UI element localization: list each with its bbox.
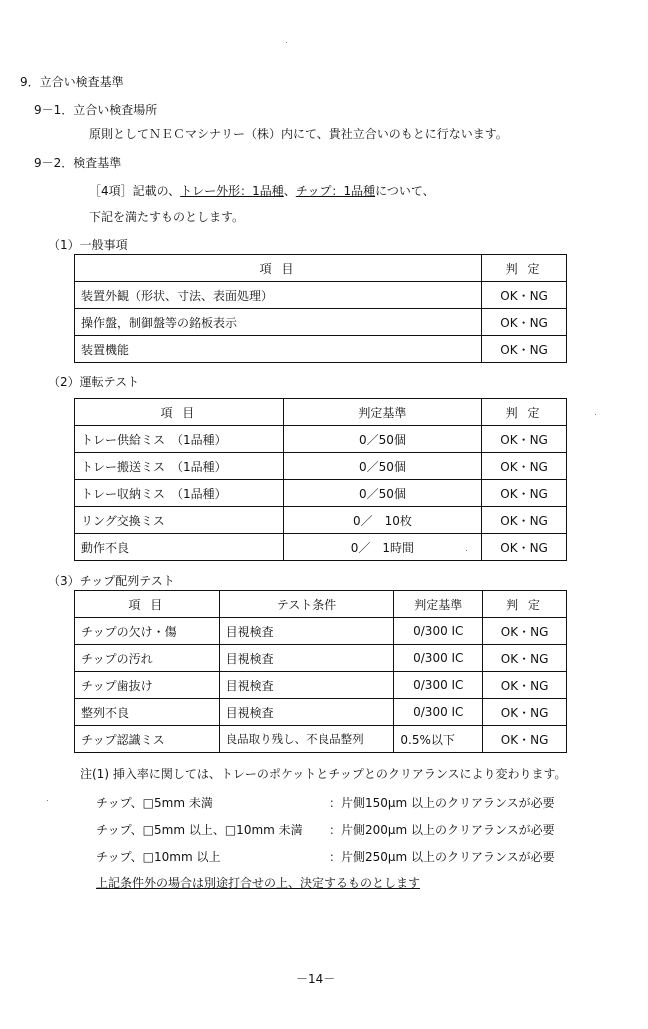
row-criteria: 0.5%以下: [394, 726, 483, 753]
operation-table: [74, 398, 567, 561]
note-item-requirement: ：片側200μm 以上のクリアランスが必要: [329, 823, 555, 837]
row-criteria: 0／50個: [283, 480, 481, 507]
row-item: 動作不良: [75, 534, 284, 561]
row-judgement: OK・NG: [483, 726, 567, 753]
table-row: [75, 726, 567, 753]
general-title: （1）一般事項: [48, 238, 128, 252]
row-condition: 目視検査: [219, 618, 394, 645]
row-condition: 良品取り残し、不良品整列: [219, 726, 394, 753]
section-9-2-line1: [89, 182, 435, 199]
scan-speck: [47, 800, 48, 801]
table-header-row: [75, 591, 567, 618]
row-criteria: 0／50個: [283, 426, 481, 453]
operation-title: （2）運転テスト: [48, 375, 140, 389]
row-condition: 目視検査: [219, 645, 394, 672]
note-intro: 注(1) 挿入率に関しては、トレーのポケットとチップとのクリアランスにより変わります。: [80, 767, 567, 781]
table-row: [75, 507, 567, 534]
row-judgement: OK・NG: [483, 645, 567, 672]
row-condition: 目視検査: [219, 672, 394, 699]
row-judgement: OK・NG: [483, 699, 567, 726]
chip-table: [74, 590, 567, 753]
header-judgement: 判 定: [482, 255, 567, 282]
row-item: 操作盤，制御盤等の銘板表示: [75, 309, 482, 336]
table-row: [75, 336, 567, 363]
section-9-1-text: 原則としてＮＥＣマシナリー（株）内にて、貴社立合いのもとに行ないます。: [89, 127, 508, 141]
row-judgement: OK・NG: [483, 618, 567, 645]
row-criteria: 0/300 IC: [394, 699, 483, 726]
note-item-requirement: ：片側150μm 以上のクリアランスが必要: [329, 796, 555, 810]
section-9-2-line2: 下記を満たすものとします。: [89, 210, 245, 224]
table-row: [75, 309, 567, 336]
row-judgement: OK・NG: [482, 534, 567, 561]
row-judgement: OK・NG: [482, 426, 567, 453]
scan-speck: [286, 42, 287, 43]
header-criteria: 判定基準: [283, 399, 481, 426]
table-row: [75, 672, 567, 699]
header-item: 項 目: [75, 591, 220, 618]
section-9-1-title: 9－1．立合い検査場所: [34, 103, 158, 117]
general-table: [74, 254, 567, 363]
header-judgement: 判 定: [482, 399, 567, 426]
header-condition: テスト条件: [219, 591, 394, 618]
tray-type-underlined: トレー外形：1品種: [180, 184, 284, 198]
row-item: チップ歯抜け: [75, 672, 220, 699]
line1-part-a: ［4項］記載の、: [89, 184, 181, 198]
row-item: チップ認識ミス: [75, 726, 220, 753]
row-item: 整列不良: [75, 699, 220, 726]
table-row: [75, 618, 567, 645]
chip-title: （3）チップ配列テスト: [48, 574, 175, 588]
table-row: [75, 426, 567, 453]
row-judgement: OK・NG: [482, 453, 567, 480]
line1-part-e: について、: [375, 184, 435, 198]
row-criteria: 0/300 IC: [394, 618, 483, 645]
row-item: トレー供給ミス （1品種）: [75, 426, 284, 453]
table-row: [75, 699, 567, 726]
note-item-requirement: ：片側250μm 以上のクリアランスが必要: [329, 850, 555, 864]
row-judgement: OK・NG: [482, 507, 567, 534]
row-criteria: 0／ 10枚: [283, 507, 481, 534]
row-item: チップの汚れ: [75, 645, 220, 672]
row-criteria: 0/300 IC: [394, 672, 483, 699]
row-judgement: OK・NG: [482, 480, 567, 507]
table-row: [75, 534, 567, 561]
row-item: 装置機能: [75, 336, 482, 363]
note-closing: 上記条件外の場合は別途打合せの上、決定するものとします: [96, 876, 421, 890]
table-header-row: [75, 255, 567, 282]
row-item: リング交換ミス: [75, 507, 284, 534]
note-item-condition: チップ、□10mm 以上: [96, 850, 221, 864]
row-condition: 目視検査: [219, 699, 394, 726]
row-item: トレー搬送ミス （1品種）: [75, 453, 284, 480]
header-item: 項 目: [75, 399, 284, 426]
table-header-row: [75, 399, 567, 426]
page-number: －14－: [296, 972, 336, 986]
row-item: トレー収納ミス （1品種）: [75, 480, 284, 507]
section-9-title: 9．立合い検査基準: [20, 75, 124, 89]
section-9-2-title: 9－2．検査基準: [34, 156, 122, 170]
row-judgement: OK・NG: [482, 309, 567, 336]
note-item-condition: チップ、□5mm 未満: [96, 796, 213, 810]
table-row: [75, 645, 567, 672]
row-criteria: 0／ 1時間: [283, 534, 481, 561]
scan-speck: [595, 414, 596, 415]
chip-type-underlined: チップ：1品種: [295, 184, 376, 198]
row-judgement: OK・NG: [482, 336, 567, 363]
row-criteria: 0／50個: [283, 453, 481, 480]
header-criteria: 判定基準: [394, 591, 483, 618]
line1-part-c: 、: [283, 184, 296, 198]
row-item: チップの欠け・傷: [75, 618, 220, 645]
header-item: 項 目: [75, 255, 482, 282]
scan-speck: [466, 550, 467, 551]
row-judgement: OK・NG: [482, 282, 567, 309]
row-judgement: OK・NG: [483, 672, 567, 699]
note-item-condition: チップ、□5mm 以上、□10mm 未満: [96, 823, 303, 837]
row-criteria: 0/300 IC: [394, 645, 483, 672]
table-row: [75, 480, 567, 507]
table-row: [75, 282, 567, 309]
header-judgement: 判 定: [483, 591, 567, 618]
row-item: 装置外観（形状、寸法、表面処理）: [75, 282, 482, 309]
table-row: [75, 453, 567, 480]
